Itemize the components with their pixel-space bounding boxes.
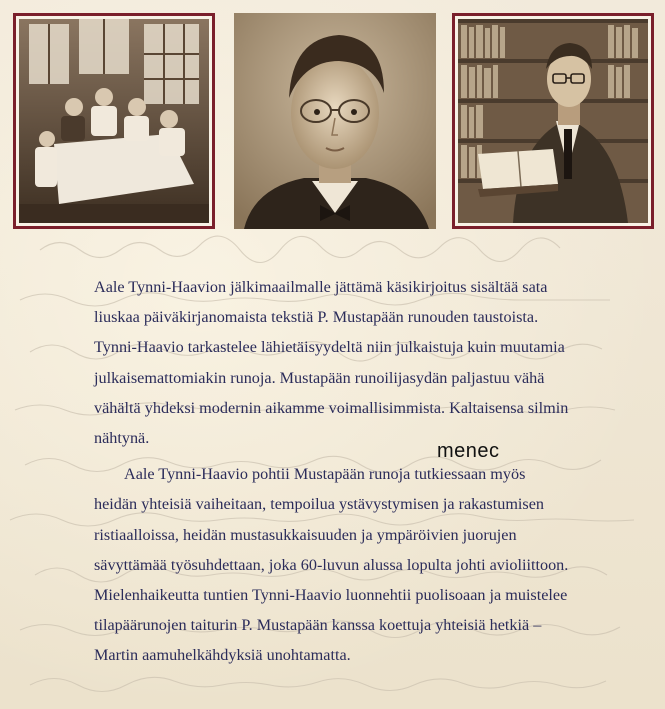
man-with-book-library-photo-icon — [458, 19, 648, 223]
paragraph-2-line: Mielenhaikeutta tuntien Tynni-Haavio luonnehtii puolisoaan ja muistelee — [94, 586, 568, 605]
paragraph-2 — [94, 459, 639, 670]
paragraph-1-line: Tynni-Haavio tarkastelee lähietäisyydeltä niin julkaistuja kuin muutamia — [94, 338, 565, 357]
paragraph-1-line: vähältä yhdeksi modernin aikamme voimallisimmista. Kaltaisensa silmin — [94, 398, 569, 417]
paragraph-1-line: Aale Tynni-Haavion jälkimaailmalle jättämä käsikirjoitus sisältää sata — [94, 278, 548, 296]
description-text — [94, 272, 639, 671]
paragraph-2-line: Martin aamuhelkähdyksiä unohtamatta. — [94, 646, 351, 665]
paragraph-1-line: liuskaa päiväkirjanomaista tekstiä P. Mustapään runouden taustoista. — [94, 308, 539, 327]
paragraph-2-line: ristiaalloissa, heidän mustasukkaisuuden ja ympäröivien juorujen — [94, 525, 517, 544]
paragraph-2-line: heidän yhteisiä vaiheitaan, tempoilua ystävystymisen ja rakastumisen — [94, 495, 544, 514]
paragraph-1-line: nähtynä. — [94, 429, 150, 448]
watermark-stamp: menec — [437, 440, 500, 462]
paragraph-1 — [94, 272, 639, 453]
photo-portrait — [234, 13, 436, 229]
young-man-portrait-photo-icon — [234, 13, 436, 229]
family-dinner-photo-icon — [19, 19, 209, 223]
paragraph-2-line: tilapäärunojen taiturin P. Mustapään kanssa koettuja yhteisiä hetkiä – — [94, 616, 542, 635]
paragraph-1-line: julkaisemattomiakin runoja. Mustapään runoilijasydän paljastuu vähä — [94, 368, 545, 387]
paragraph-2-line: Aale Tynni-Haavio pohtii Mustapään runoja tutkiessaan myös — [124, 465, 526, 484]
photo-library — [452, 13, 654, 229]
paragraph-2-line: sävyttämää työsuhdettaan, joka 60-luvun alussa lopulta johti avioliittoon. — [94, 555, 569, 574]
photo-family-dinner — [13, 13, 215, 229]
